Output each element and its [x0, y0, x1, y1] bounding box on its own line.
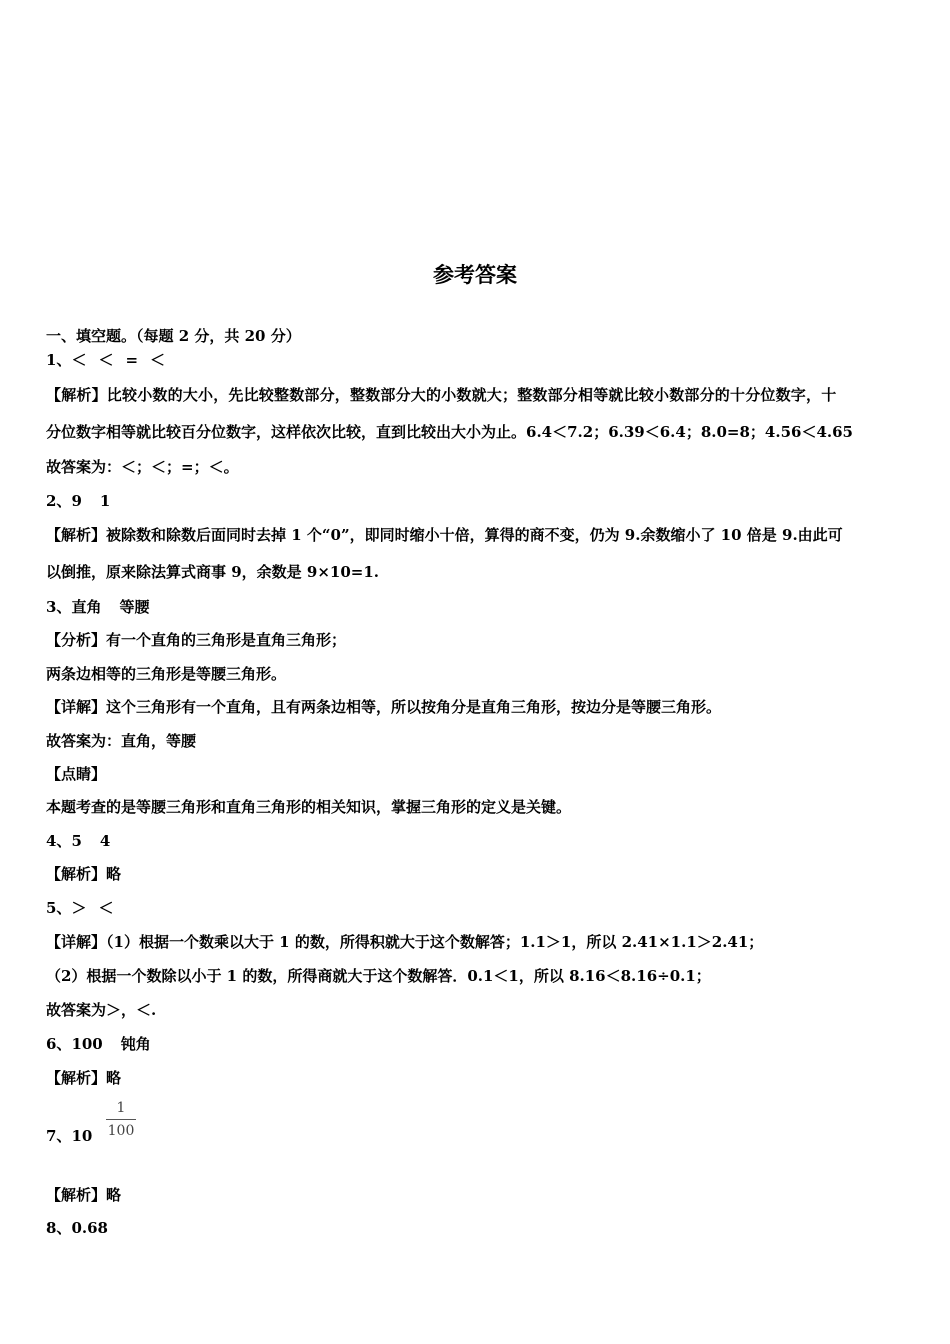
q5-number: 5、 [46, 899, 72, 917]
q6-answer-1: 100 [71, 1035, 103, 1053]
q2-number: 2、 [46, 492, 72, 510]
q6-analysis: 【解析】略 [46, 1069, 122, 1087]
q4-number: 4、 [46, 832, 72, 850]
page-title: 参考答案 [433, 262, 517, 287]
q4-answer-1: 5 [71, 832, 82, 850]
q2-answer-line [46, 491, 906, 511]
q3-number: 3、 [46, 598, 72, 616]
q6-number: 6、 [46, 1035, 72, 1053]
q1-answer-2: ＜ [98, 351, 114, 369]
q4-analysis: 【解析】略 [46, 865, 122, 883]
q4-answer-line [46, 831, 906, 851]
q7-analysis: 【解析】略 [46, 1186, 122, 1204]
q2-analysis-line1: 【解析】被除数和除数后面同时去掉 1 个“0”，即同时缩小十倍，算得的商不变，仍为 9.余数缩小了 10 倍是 9.由此可 [46, 526, 843, 544]
q3-detail: 【详解】这个三角形有一个直角，且有两条边相等，所以按角分是直角三角形，按边分是等腰三角形。 [46, 698, 722, 716]
fraction-bar [106, 1119, 136, 1120]
q3-answer-1: 直角 [71, 598, 102, 616]
q3-conclusion: 故答案为：直角，等腰 [46, 732, 197, 750]
q3-highlight: 本题考查的是等腰三角形和直角三角形的相关知识，掌握三角形的定义是关键。 [46, 798, 572, 816]
q7-fraction-numerator: 1 [116, 1100, 126, 1116]
q3-highlight-label: 【点睛】 [46, 765, 107, 783]
q8-number: 8、 [46, 1219, 72, 1237]
q1-analysis-line2: 分位数字相等就比较百分位数字，这样依次比较，直到比较出大小为止。6.4＜7.2；6.39＜6.4；8.0=8；4.56＜4.65 [46, 423, 853, 441]
section-heading: 一、填空题。（每题 2 分，共 20 分） [46, 327, 301, 345]
q6-answer-2: 钝角 [120, 1035, 151, 1053]
q8-answer-line [46, 1218, 906, 1238]
q5-answer-2: ＜ [98, 899, 114, 917]
q1-answer-line [46, 350, 906, 370]
q5-detail-line2: （2）根据一个数除以小于 1 的数，所得商就大于这个数解答．0.1＜1，所以 8.16＜8.16÷0.1； [46, 967, 711, 985]
q7-answer-1: 10 [71, 1127, 93, 1145]
q7-fraction-denominator: 100 [107, 1123, 135, 1139]
q7-answer-line [46, 1126, 906, 1146]
q2-analysis-line2: 以倒推，原来除法算式商事 9，余数是 9×10=1. [46, 563, 379, 581]
q3-answer-line [46, 597, 906, 617]
q5-answer-1: ＞ [71, 899, 87, 917]
q5-detail-line1: 【详解】（1）根据一个数乘以大于 1 的数，所得积就大于这个数解答；1.1＞1，所以 2.41×1.1＞2.41； [46, 933, 764, 951]
q3-analysis-line1: 【分析】有一个直角的三角形是直角三角形； [46, 631, 347, 649]
q1-answer-4: ＜ [150, 351, 166, 369]
q3-answer-2: 等腰 [119, 598, 150, 616]
q1-answer-3: = [125, 351, 139, 369]
q6-answer-line [46, 1034, 906, 1054]
q1-conclusion: 故答案为：＜；＜；=；＜。 [46, 458, 239, 476]
q7-fraction [104, 1098, 138, 1141]
q1-answer-1: ＜ [71, 351, 87, 369]
q5-conclusion: 故答案为＞，＜. [46, 1001, 157, 1019]
q1-analysis-line1: 【解析】比较小数的大小，先比较整数部分，整数部分大的小数就大；整数部分相等就比较小数部分的十分位数字，十 [46, 386, 837, 404]
q3-analysis-line2: 两条边相等的三角形是等腰三角形。 [46, 665, 287, 683]
q7-number: 7、 [46, 1127, 72, 1145]
q1-number: 1、 [46, 351, 72, 369]
q4-answer-2: 4 [99, 832, 111, 850]
q5-answer-line [46, 898, 906, 918]
q2-answer-1: 9 [71, 492, 82, 510]
q8-answer-1: 0.68 [71, 1219, 108, 1237]
q2-answer-2: 1 [99, 492, 111, 510]
